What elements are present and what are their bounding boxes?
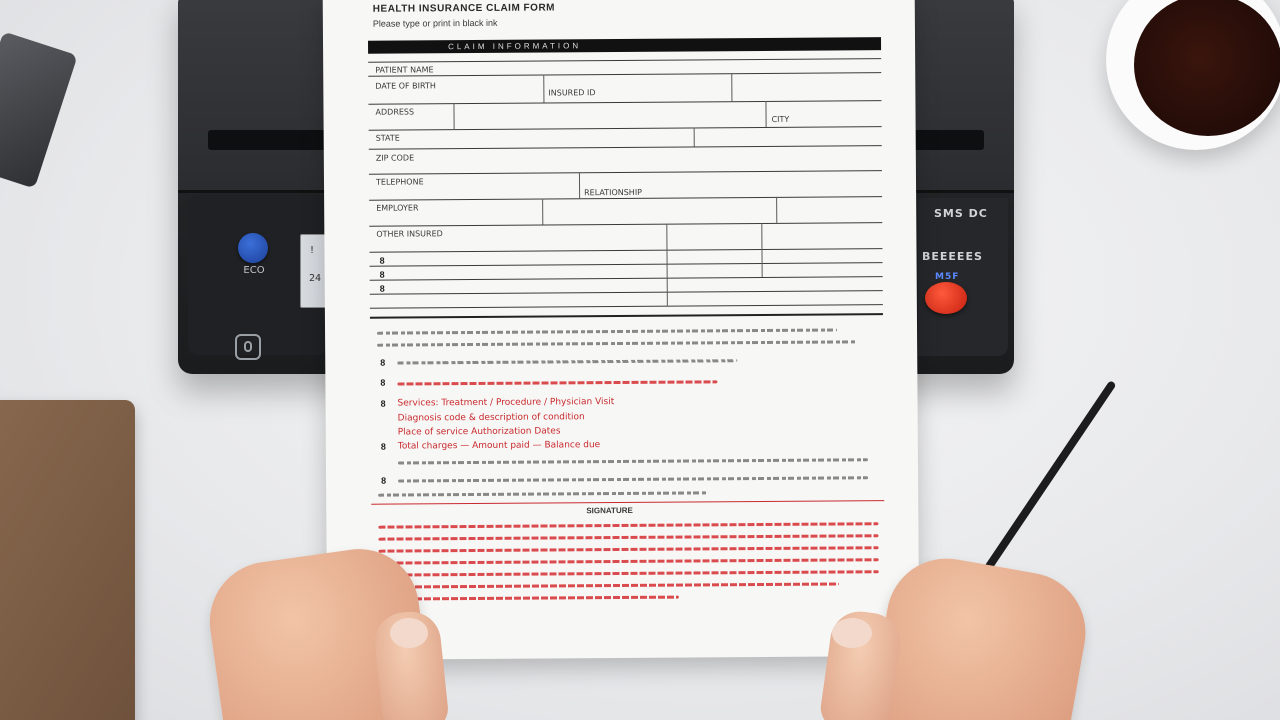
coffee	[1134, 0, 1280, 136]
field-label: TELEPHONE	[375, 177, 424, 187]
section-divider	[370, 313, 883, 319]
form-row-line	[368, 58, 881, 63]
form-subtitle: Please type or print in black ink	[372, 17, 498, 29]
red-text-line	[379, 546, 879, 552]
form-cell-line	[579, 172, 580, 198]
field-label: ZIP CODE	[375, 153, 415, 163]
field-label: STATE	[375, 133, 400, 143]
form-row-line	[368, 72, 881, 77]
red-text-line	[379, 570, 879, 576]
field-label: EMPLOYER	[376, 203, 419, 213]
form-row-line	[369, 145, 882, 150]
red-diagnosis-line: Diagnosis code & description of condition	[397, 412, 585, 424]
red-place-line: Place of service Authorization Dates	[397, 426, 561, 438]
row-number: 8	[380, 441, 386, 452]
lock-icon[interactable]	[235, 334, 261, 360]
form-cell-line	[453, 103, 454, 129]
form-cell-line	[542, 199, 543, 225]
text-line	[398, 458, 868, 464]
form-cell-line	[761, 223, 762, 277]
text-line	[377, 340, 857, 346]
red-text-line	[378, 534, 878, 540]
stop-button-icon[interactable]	[925, 282, 967, 314]
notebook	[0, 400, 135, 720]
form-row-line	[369, 170, 882, 175]
text-line	[398, 476, 868, 482]
eco-label: ECO	[243, 265, 265, 276]
form-row-line	[368, 100, 881, 105]
text-line	[378, 491, 708, 496]
form-cell-line	[731, 73, 732, 101]
row-number: 8	[379, 283, 385, 294]
field-label: OTHER INSURED	[376, 229, 443, 239]
form-cell-line	[694, 127, 695, 146]
right-panel-small-label: M5F	[935, 272, 960, 282]
form-row-line	[370, 290, 883, 295]
right-panel-top-label: SMS DC	[934, 207, 988, 220]
left-thumbnail	[390, 618, 428, 648]
field-label: CITY	[771, 114, 790, 124]
row-number: 8	[380, 398, 386, 409]
field-label: INSURED ID	[548, 88, 596, 98]
section-title: SIGNATURE	[586, 505, 633, 516]
red-rule	[371, 500, 884, 505]
printer-right-panel	[918, 198, 1008, 356]
red-text-line	[379, 582, 839, 588]
row-number: 8	[379, 269, 385, 280]
form-row-line	[370, 276, 883, 281]
form-title: HEALTH INSURANCE CLAIM FORM	[372, 2, 556, 15]
field-label: DATE OF BIRTH	[375, 81, 436, 91]
red-service-line: Services: Treatment / Procedure / Physician Visit	[397, 397, 615, 409]
lcd-line-1: !	[309, 245, 316, 256]
right-panel-mid-label: BEEEEES	[922, 250, 983, 263]
field-label: ADDRESS	[375, 107, 415, 117]
right-thumbnail	[832, 618, 872, 648]
form-cell-line	[776, 197, 777, 223]
power-button-icon[interactable]	[238, 233, 268, 263]
form-cell-line	[543, 75, 544, 103]
field-label: PATIENT NAME	[375, 65, 434, 75]
red-text-line	[397, 380, 717, 385]
form-row-line	[369, 126, 882, 131]
text-line	[377, 328, 837, 334]
form-cell-line	[765, 101, 766, 127]
lcd-line-2: 24	[309, 273, 322, 284]
row-number: 8	[381, 475, 387, 486]
text-line	[397, 359, 737, 364]
form-row-line	[370, 304, 883, 309]
row-number: 8	[380, 377, 386, 388]
red-total-line: Total charges — Amount paid — Balance due	[397, 440, 601, 452]
form-row-line	[370, 262, 883, 267]
form-header-bar: CLAIM INFORMATION	[368, 37, 881, 54]
red-text-line	[378, 522, 878, 528]
form-row-line	[369, 248, 882, 253]
red-text-line	[379, 558, 879, 564]
form-row-line	[369, 222, 882, 227]
red-text-line	[379, 596, 679, 601]
row-number: 8	[379, 255, 385, 266]
row-number: 8	[380, 357, 386, 368]
field-label: RELATIONSHIP	[584, 187, 643, 198]
claim-form-paper	[323, 0, 920, 660]
